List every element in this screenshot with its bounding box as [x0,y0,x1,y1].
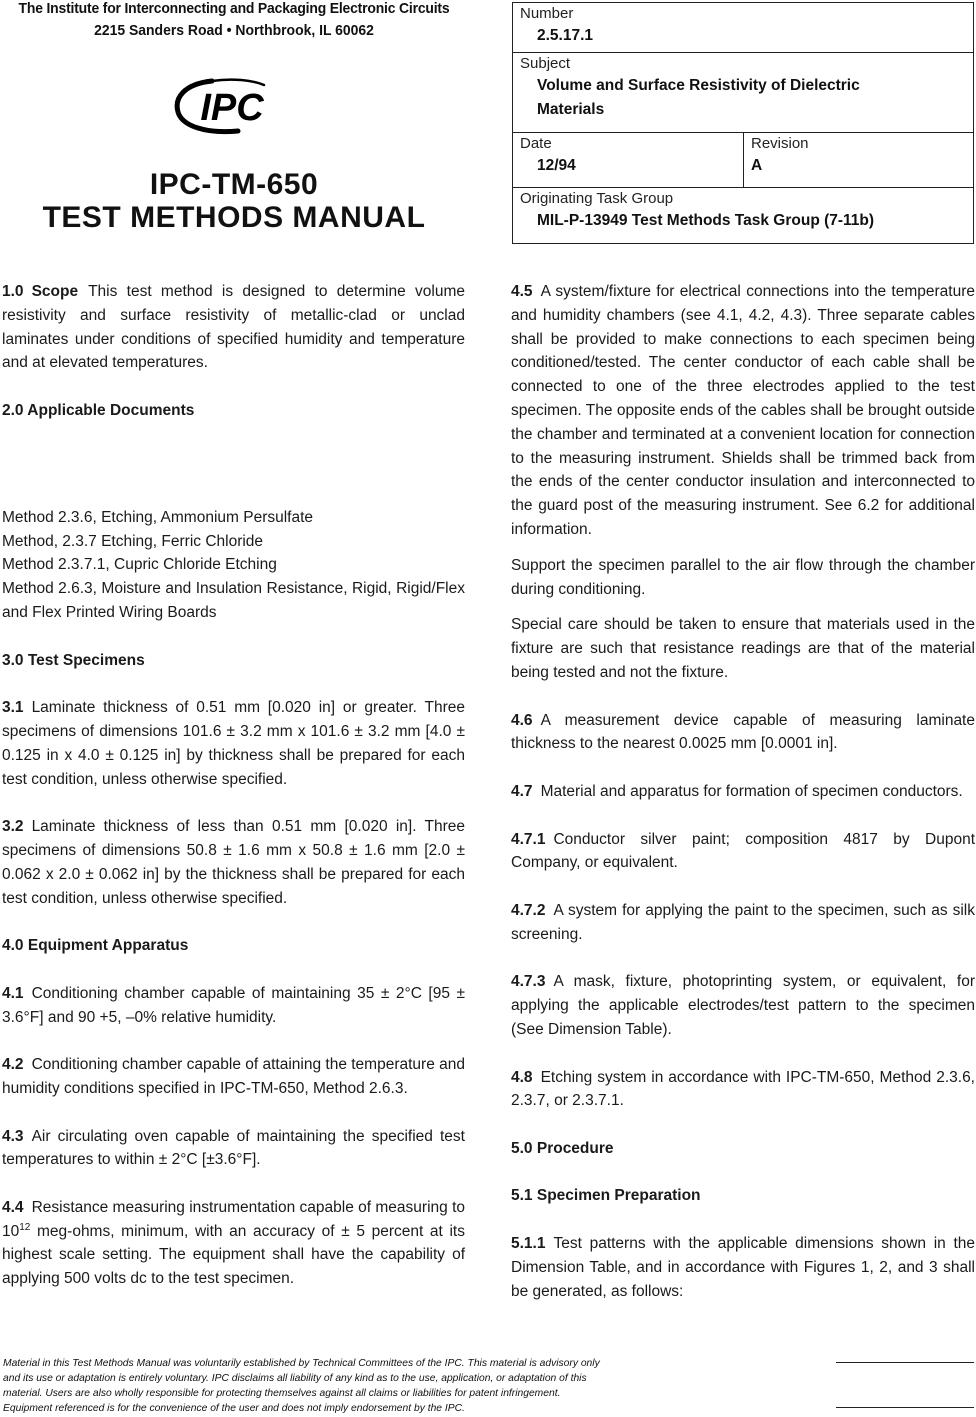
section-number: 4.6 [511,711,533,729]
section-number: 3.2 [2,818,24,836]
section-text: Laminate thickness of less than 0.51 mm [0.020 in]. Three specimens of dimensions 50.8 ± 1.6 mm x 50.8 ± 1.6 mm [2.0 ± 0.062 x 2.0 ± 0.062 in] by the thickness shall be prepared for each test condition, unless otherwise specified. [2,818,465,907]
section-text: Air circulating oven capable of maintaining the specified test temperatures to within ± 2°C [±3.6°F]. [2,1127,465,1169]
section-number: 4.7.1 [511,830,546,848]
document-info-table [512,2,974,244]
disclaimer-line: material. Users are also wholly responsible for protecting themselves against all claims or liabilities for patent infringement. [3,1388,561,1399]
section-number: 4.7 [511,782,533,800]
disclaimer-line: Material in this Test Methods Manual was voluntarily established by Technical Committees of the IPC. This material is advisory only [3,1358,600,1369]
section-5-0-heading: 5.0 Procedure [511,1139,614,1157]
manual-title-line2: TEST METHODS MANUAL [42,201,426,234]
section-3-1 [2,696,465,791]
section-3-2 [2,815,465,910]
section-number: 4.8 [511,1068,533,1086]
section-1-0-scope [2,280,465,375]
section-text: Test patterns with the applicable dimensions shown in the Dimension Table, and in accordance with Figures 1, 2, and 3 shall be generated, as follows: [511,1235,975,1300]
left-column [2,280,465,1315]
manual-title [0,168,468,234]
revision-label: Revision [751,135,809,152]
section-text: A measurement device capable of measuring laminate thickness to the nearest 0.0025 mm [0.0001 in]. [511,711,975,753]
subject-cell [513,53,973,133]
task-group-cell [513,188,973,244]
disclaimer-line: and its use or adaptation is entirely voluntary. IPC disclaims all liability of any kind as to the use, application, or adaptation of this [3,1373,587,1384]
right-column [511,280,975,1327]
section-text: Conductor silver paint; composition 4817 by Dupont Company, or equivalent. [511,830,975,872]
section-4-4 [2,1196,465,1291]
section-4-0-heading: 4.0 Equipment Apparatus [2,937,189,955]
disclaimer-footer [3,1356,693,1416]
section-text: Laminate thickness of 0.51 mm [0.020 in] or greater. Three specimens of dimensions 101.6 ± 3.2 mm x 101.6 ± 3.2 mm [4.0 ± 0.125 in x 4.0 ± 0.125 in] by thickness shall be prepared for each test condition, unless otherwise specified. [2,699,465,788]
section-4-3 [2,1125,465,1173]
exponent: 12 [19,1221,31,1233]
ipc-logo-icon [172,76,282,136]
disclaimer-line: Equipment referenced is for the convenience of the user and does not imply endorsement by the IPC. [3,1403,465,1414]
organization-header [0,0,468,41]
section-title: Scope [31,283,79,300]
section-text: Material and apparatus for formation of specimen conductors. [540,782,963,800]
section-text: A system for applying the paint to the specimen, such as silk screening. [511,901,975,943]
section-text: Resistance measuring instrumentation capable of measuring to 10 [2,1198,465,1240]
section-number: 4.7.2 [511,901,546,919]
revision-cell [744,133,973,187]
date-cell [513,133,744,187]
footer-rule-bottom [836,1407,974,1408]
document-item: Method 2.3.7.1, Cupric Chloride Etching [2,556,277,574]
section-text-continued: meg-ohms, minimum, with an accuracy of ± 5 percent at its highest scale setting. The equipment shall have the capability of applying 500 volts dc to the test specimen. [2,1222,465,1288]
section-4-8 [511,1066,975,1114]
organization-name: The Institute for Interconnecting and Packaging Electronic Circuits [18,0,450,17]
subject-value-line1: Volume and Surface Resistivity of Dielectric [537,77,860,94]
section-4-2 [2,1053,465,1101]
date-revision-row [513,133,973,188]
document-item: Method 2.6.3, Moisture and Insulation Resistance, Rigid, Rigid/Flex and Flex Printed Wiring Boards [2,580,465,621]
section-4-7-2 [511,899,975,947]
number-label: Number [520,5,574,22]
manual-title-line1: IPC-TM-650 [149,168,319,201]
section-text: Conditioning chamber capable of attaining the temperature and humidity conditions specified in IPC-TM-650, Method 2.6.3. [2,1056,465,1097]
task-group-value: MIL-P-13949 Test Methods Task Group (7-11b) [537,212,875,229]
section-5-1-1 [511,1232,975,1303]
section-text: Etching system in accordance with IPC-TM-650, Method 2.3.6, 2.3.7, or 2.3.7.1. [511,1068,975,1110]
section-4-5 [511,280,975,542]
task-group-label: Originating Task Group [520,190,674,207]
section-4-7-3 [511,970,975,1041]
organization-address: 2215 Sanders Road • Northbrook, IL 60062 [94,22,374,39]
svg-text:IPC: IPC [200,87,264,129]
section-number: 1.0 [2,283,24,300]
section-4-6 [511,709,975,757]
section-number: 4.3 [2,1127,24,1145]
support-paragraph: Support the specimen parallel to the air flow through the chamber during conditioning. [511,556,975,598]
section-2-0-heading: 2.0 Applicable Documents [2,401,195,419]
section-text: A system/fixture for electrical connections into the temperature and humidity chambers (see 4.1, 4.2, 4.3). Three separate cables shall be provided to make connections to each specimen being conditioned/tested. The center conductor of each cable shall be connected to one of the three electrodes applied to the test specimen. The opposite ends of the cables shall be brought outside the chamber and terminated at a convenient location for connection to the measuring instrument. Shields shall be trimmed back from the ends of the center conductor insulation and interconnected to the guard post of the measuring instrument. See 6.2 for additional information. [511,283,975,538]
subject-value-line2: Materials [537,101,605,118]
section-number: 4.4 [2,1198,24,1216]
section-text: A mask, fixture, photoprinting system, or equivalent, for applying the applicable electrodes/test pattern to the specimen (See Dimension Table). [511,973,975,1038]
date-value: 12/94 [537,157,576,174]
section-4-7-1 [511,828,975,876]
applicable-documents-list [2,506,465,625]
section-text: Conditioning chamber capable of maintaining 35 ± 2°C [95 ± 3.6°F] and 90 +5, –0% relative humidity. [2,984,465,1026]
section-number: 4.7.3 [511,973,546,991]
number-value: 2.5.17.1 [537,27,594,44]
section-number: 3.1 [2,699,24,717]
section-4-7 [511,780,975,804]
date-label: Date [520,135,552,152]
number-cell [513,3,973,53]
section-3-0-heading: 3.0 Test Specimens [2,651,145,669]
revision-value: A [751,157,763,174]
section-number: 4.2 [2,1056,24,1074]
section-4-1 [2,982,465,1030]
section-number: 4.5 [511,283,533,300]
section-number: 4.1 [2,984,24,1002]
document-item: Method 2.3.6, Etching, Ammonium Persulfate [2,508,314,526]
section-number: 5.1.1 [511,1235,546,1253]
footer-rule-top [836,1362,974,1363]
section-5-1-heading: 5.1 Specimen Preparation [511,1187,701,1205]
section-text: This test method is designed to determine volume resistivity and surface resistivity of metallic-clad or unclad laminates under conditions of specified humidity and temperature and at elevated temperatures. [2,283,465,372]
subject-label: Subject [520,55,571,72]
special-care-paragraph: Special care should be taken to ensure that materials used in the fixture are such that resistance readings are that of the material being tested and not the fixture. [511,616,975,681]
document-item: Method, 2.3.7 Etching, Ferric Chloride [2,532,264,550]
